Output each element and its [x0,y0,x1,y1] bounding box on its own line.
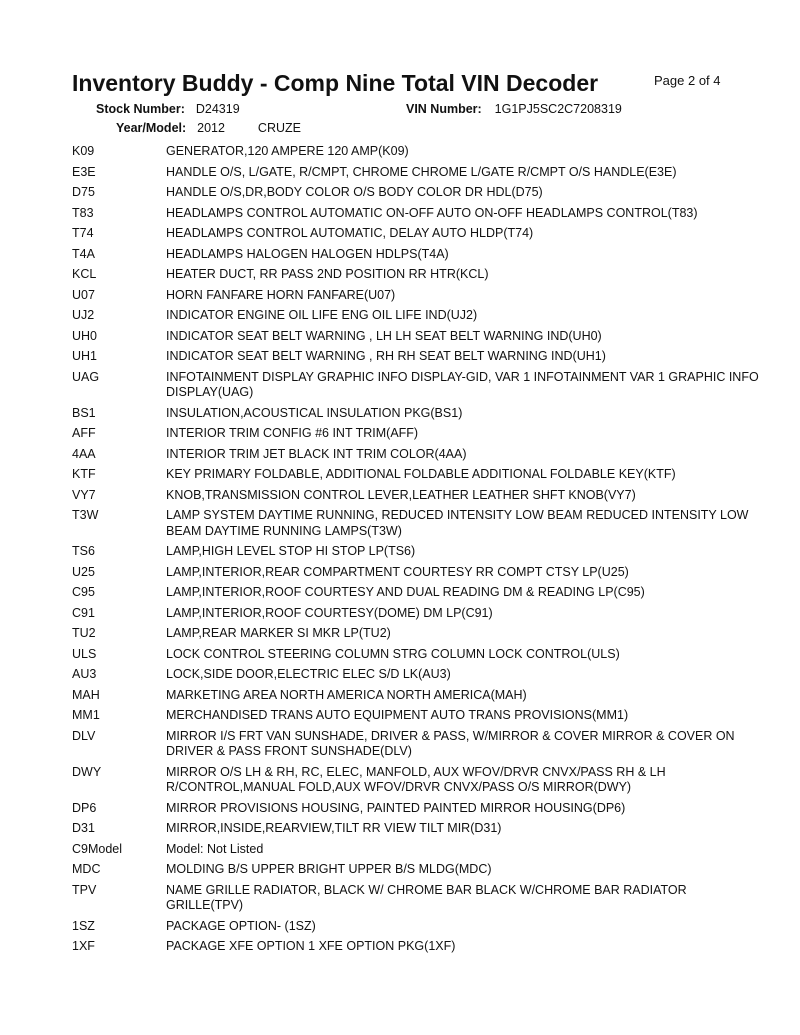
option-code: AU3 [72,667,97,681]
option-row [72,939,772,955]
option-row [72,647,772,663]
option-row [72,708,772,724]
option-description: MIRROR O/S LH & RH, RC, ELEC, MANFOLD, AUX WFOV/DRVR CNVX/PASS RH & LH R/CONTROL,MANUAL FOLD,AUX WFOV/DRVR CNVX/PASS O/S MIRROR(DWY) [166,764,666,794]
option-row [72,447,772,463]
option-description: MIRROR,INSIDE,REARVIEW,TILT RR VIEW TILT MIR(D31) [166,821,502,835]
option-row [72,565,772,581]
option-row [72,488,772,504]
year-model-field [116,121,301,135]
option-description: HEADLAMPS HALOGEN HALOGEN HDLPS(T4A) [166,246,449,261]
year-model-label: Year/Model: [116,121,187,135]
option-description: HEADLAMPS CONTROL AUTOMATIC, DELAY AUTO HLDP(T74) [166,226,534,240]
page-number: Page 2 of 4 [654,73,721,88]
option-row [72,267,772,283]
option-code: KTF [72,467,96,481]
option-row [72,729,772,760]
option-code: BS1 [72,405,96,420]
option-code: T3W [72,508,99,522]
option-description: LOCK CONTROL STEERING COLUMN STRG COLUMN LOCK CONTROL(ULS) [166,646,620,661]
option-description: LAMP,INTERIOR,ROOF COURTESY AND DUAL READING DM & READING LP(C95) [166,585,645,599]
option-row [72,288,772,304]
option-code: DWY [72,764,102,779]
option-description: LAMP,REAR MARKER SI MKR LP(TU2) [166,626,391,640]
option-code: U25 [72,564,95,579]
option-code: DP6 [72,800,97,815]
option-code: VY7 [72,487,96,502]
option-row [72,919,772,935]
page-title: Inventory Buddy - Comp Nine Total VIN Decoder [72,70,599,96]
option-row [72,349,772,365]
option-code: UH1 [72,349,98,363]
option-row [72,426,772,442]
option-code: 1SZ [72,918,95,933]
option-row [72,370,772,401]
option-description: INDICATOR SEAT BELT WARNING , LH LH SEAT BELT WARNING IND(UH0) [166,328,602,343]
option-code: C9Model [72,841,123,856]
option-row [72,585,772,601]
year-value: 2012 [197,121,225,135]
option-row [72,467,772,483]
option-description: INSULATION,ACOUSTICAL INSULATION PKG(BS1) [166,405,463,420]
vin-number-field [406,102,622,116]
option-description: INTERIOR TRIM CONFIG #6 INT TRIM(AFF) [166,426,419,440]
option-code: E3E [72,164,96,179]
option-code: UAG [72,369,100,384]
option-row [72,765,772,796]
option-row [72,544,772,560]
option-description: MARKETING AREA NORTH AMERICA NORTH AMERICA(MAH) [166,687,527,702]
option-description: MOLDING B/S UPPER BRIGHT UPPER B/S MLDG(MDC) [166,862,492,876]
option-code: D31 [72,821,95,835]
stock-number-label: Stock Number: [96,102,185,116]
option-code: 1XF [72,939,95,953]
stock-number-value: D24319 [195,102,240,116]
option-row [72,842,772,858]
option-code: C91 [72,605,95,620]
option-row [72,626,772,642]
option-row [72,308,772,324]
option-description: PACKAGE OPTION- (1SZ) [166,918,316,933]
option-row [72,606,772,622]
option-code: C95 [72,585,95,599]
vin-number-value: 1G1PJ5SC2C7208319 [494,102,622,116]
option-code: MM1 [72,708,100,722]
option-description: INDICATOR ENGINE OIL LIFE ENG OIL LIFE IND(UJ2) [166,308,478,322]
option-code: TU2 [72,626,96,640]
option-description: HORN FANFARE HORN FANFARE(U07) [166,287,396,302]
option-description: KEY PRIMARY FOLDABLE, ADDITIONAL FOLDABLE ADDITIONAL FOLDABLE KEY(KTF) [166,467,676,481]
option-code: D75 [72,185,95,199]
option-description: GENERATOR,120 AMPERE 120 AMP(K09) [166,144,409,158]
option-description: MERCHANDISED TRANS AUTO EQUIPMENT AUTO TRANS PROVISIONS(MM1) [166,708,629,722]
option-code: DLV [72,728,96,743]
stock-number-field [96,102,240,116]
option-description: INTERIOR TRIM JET BLACK INT TRIM COLOR(4AA) [166,446,467,461]
option-description: MIRROR I/S FRT VAN SUNSHADE, DRIVER & PASS, W/MIRROR & COVER MIRROR & COVER ON DRIVER & PASS FRONT SUNSHADE(DLV) [166,728,735,758]
option-row [72,406,772,422]
option-row [72,821,772,837]
option-code: MDC [72,862,101,876]
option-row [72,883,772,914]
option-code: K09 [72,144,95,158]
option-code: KCL [72,267,97,281]
option-code: AFF [72,426,96,440]
option-row [72,185,772,201]
option-description: LAMP SYSTEM DAYTIME RUNNING, REDUCED INTENSITY LOW BEAM REDUCED INTENSITY LOW BEAM DAYTIME RUNNING LAMPS(T3W) [166,508,749,538]
option-description: LOCK,SIDE DOOR,ELECTRIC ELEC S/D LK(AU3) [166,667,451,681]
option-code: 4AA [72,446,96,461]
option-row [72,688,772,704]
option-code: T83 [72,205,94,220]
option-code-list [72,144,772,960]
option-row [72,508,772,539]
option-description: HANDLE O/S, L/GATE, R/CMPT, CHROME CHROME L/GATE R/CMPT O/S HANDLE(E3E) [166,164,677,179]
option-description: INDICATOR SEAT BELT WARNING , RH RH SEAT BELT WARNING IND(UH1) [166,349,606,363]
option-code: T4A [72,246,95,261]
model-value: CRUZE [257,121,301,135]
option-code: T74 [72,226,94,240]
option-row [72,329,772,345]
option-code: UH0 [72,328,98,343]
option-row [72,862,772,878]
option-code: U07 [72,287,95,302]
option-code: UJ2 [72,308,95,322]
option-code: ULS [72,646,97,661]
option-row [72,206,772,222]
option-description: KNOB,TRANSMISSION CONTROL LEVER,LEATHER LEATHER SHFT KNOB(VY7) [166,487,636,502]
option-row [72,165,772,181]
option-code: TPV [72,882,97,897]
option-description: PACKAGE XFE OPTION 1 XFE OPTION PKG(1XF) [166,939,456,953]
option-description: INFOTAINMENT DISPLAY GRAPHIC INFO DISPLAY-GID, VAR 1 INFOTAINMENT VAR 1 GRAPHIC INFO DISPLAY(UAG) [166,369,759,399]
option-row [72,144,772,160]
option-description: Model: Not Listed [166,841,264,856]
option-code: TS6 [72,544,95,558]
option-description: LAMP,INTERIOR,ROOF COURTESY(DOME) DM LP(C91) [166,605,493,620]
option-description: MIRROR PROVISIONS HOUSING, PAINTED PAINTED MIRROR HOUSING(DP6) [166,800,626,815]
option-row [72,247,772,263]
option-description: HANDLE O/S,DR,BODY COLOR O/S BODY COLOR DR HDL(D75) [166,185,543,199]
option-description: LAMP,HIGH LEVEL STOP HI STOP LP(TS6) [166,544,416,558]
option-row [72,226,772,242]
option-row [72,801,772,817]
option-description: NAME GRILLE RADIATOR, BLACK W/ CHROME BAR BLACK W/CHROME BAR RADIATOR GRILLE(TPV) [166,882,687,912]
option-description: LAMP,INTERIOR,REAR COMPARTMENT COURTESY RR COMPT CTSY LP(U25) [166,564,629,579]
option-description: HEADLAMPS CONTROL AUTOMATIC ON-OFF AUTO ON-OFF HEADLAMPS CONTROL(T83) [166,205,698,220]
vin-number-label: VIN Number: [406,102,482,116]
option-description: HEATER DUCT, RR PASS 2ND POSITION RR HTR(KCL) [166,267,489,281]
option-row [72,667,772,683]
option-code: MAH [72,687,100,702]
